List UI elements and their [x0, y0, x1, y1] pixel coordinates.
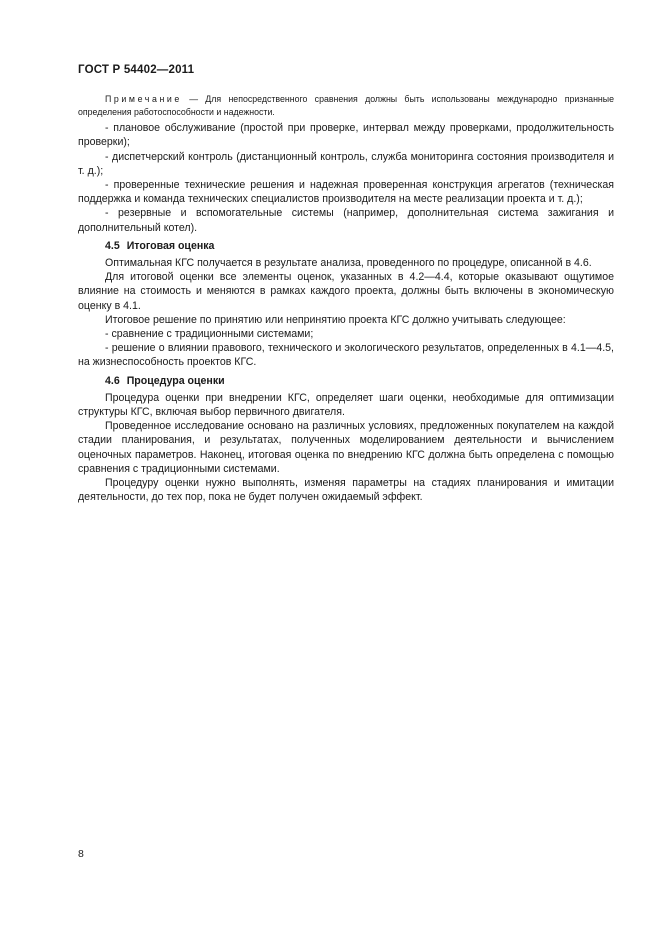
document-header — [78, 64, 194, 76]
list-item: - сравнение с традиционными системами; — [105, 328, 314, 341]
paragraph: Процедуру оценки нужно выполнять, изменяя параметры на стадиях планирования и имитации деятельности, до тех пор, пока не будет получен ожидаемый эффект. — [78, 477, 614, 504]
paragraph: Проведенное исследование основано на различных условиях, предложенных покупателем на каждой стадии планирования, и результатах, полученных моделированием деятельности и вычислением оценочных параметров. Наконец, итоговая оценка по внедрению КГС должна быть определена с помощью сравнения с традиционными системами. — [78, 420, 614, 475]
list-item: - решение о влиянии правового, технического и экологического результатов, определенных в 4.1—4.5, на жизнеспособность проектов КГС. — [78, 342, 614, 369]
section-title: Процедура оценки — [126, 374, 225, 387]
paragraph: Итоговое решение по принятию или непринятию проекта КГС должно учитывать следующее: — [105, 313, 566, 326]
page-number: 8 — [78, 848, 84, 860]
list-item: - резервные и вспомогательные системы (например, дополнительная система зажигания и дополнительный котел). — [78, 207, 614, 234]
paragraph: Для итоговой оценки все элементы оценок, указанных в 4.2—4.4, которые оказывают ощутимое влияние на стоимость и меняются в рамках каждого проекта, должны быть включены в экономическую оценку в 4.1. — [78, 271, 614, 312]
list-item: - диспетчерский контроль (дистанционный контроль, служба мониторинга состояния производителя и т. д.); — [78, 150, 614, 177]
paragraph: Оптимальная КГС получается в результате анализа, проведенного по процедуре, описанной в 4.6. — [105, 257, 592, 270]
note-text: — Для непосредственного сравнения должны быть использованы международно признанные определения работоспособности и надежности. — [78, 94, 614, 117]
section-number: 4.6 — [105, 374, 120, 387]
section-number: 4.5 — [105, 239, 120, 252]
section-heading-4-5 — [105, 239, 614, 253]
list-item: - проверенные технические решения и надежная проверенная конструкция агрегатов (техническая поддержка и команда технических специалистов производителя на месте реализации проекта и т. д.); — [78, 179, 614, 206]
paragraph: Процедура оценки при внедрении КГС, определяет шаги оценки, необходимые для оптимизации структуры КГС, включая выбор первичного двигателя. — [78, 391, 614, 419]
document-id: ГОСТ Р 54402—2011 — [78, 64, 195, 76]
document-body — [78, 93, 614, 504]
list-item: - плановое обслуживание (простой при проверке, интервал между проверками, продолжительность проверки); — [78, 122, 614, 149]
note-paragraph — [78, 93, 614, 118]
section-title: Итоговая оценка — [126, 239, 215, 252]
note-label: Примечание — [105, 94, 182, 104]
section-heading-4-6 — [105, 374, 614, 388]
